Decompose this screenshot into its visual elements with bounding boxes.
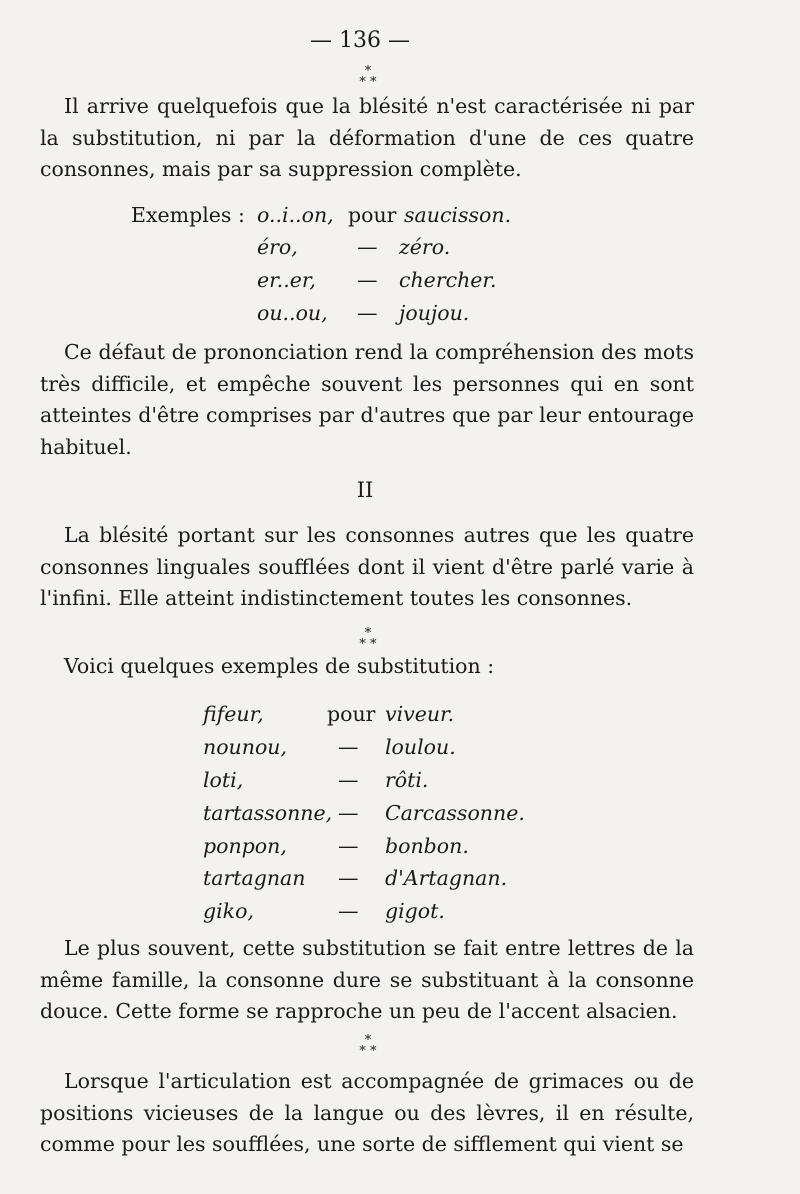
section-dinkus [0, 66, 736, 88]
substitution-separator: — [338, 834, 359, 858]
substitution-separator: pour [327, 702, 376, 726]
dinkus-top: * [364, 626, 372, 641]
substitution-separator: — [338, 768, 359, 792]
substitution-word: tartassonne, [203, 801, 333, 825]
example-separator: — [357, 301, 378, 325]
example-word: er..er, [257, 268, 316, 292]
substitution-word: giko, [203, 899, 254, 923]
paragraph-examples-intro: Voici quelques exemples de substitution : [64, 654, 495, 678]
example-word: ou..ou, [257, 301, 328, 325]
example-target: zéro. [399, 235, 451, 259]
substitution-word: loti, [203, 768, 244, 792]
section-dinkus [0, 628, 736, 650]
dinkus-bottom: * * [359, 1044, 377, 1059]
dinkus-top: * [364, 64, 372, 79]
paragraph-same-family: Le plus souvent, cette substitution se fait entre lettres de la même famille, la consonne dure se substituant à la consonne douce. Cette forme se rapproche un peu de l'accent alsacien. [40, 936, 694, 1023]
substitution-target: rôti. [385, 768, 429, 792]
substitution-target: viveur. [385, 702, 455, 726]
example-word: o..i..on, [257, 203, 334, 227]
example-separator: pour [348, 203, 397, 227]
substitution-target: loulou. [385, 735, 456, 759]
example-target: saucisson. [404, 203, 512, 227]
example-word: éro, [257, 235, 298, 259]
substitution-word: ponpon, [203, 834, 287, 858]
paragraph-grimaces: Lorsque l'articulation est accompagnée de grimaces ou de positions vicieuses de la langue ou des lèvres, il en résulte, comme pour les soufflées, une sorte de sifflement qui vient se [40, 1069, 694, 1156]
dinkus-top: * [364, 1033, 372, 1048]
section-heading: II [356, 478, 374, 502]
example-separator: — [357, 268, 378, 292]
paragraph-suppression: Il arrive quelquefois que la blésité n'est caractérisée ni par la substitution, ni par la déformation d'une de ces quatre consonnes, mais par sa suppression complète. [40, 94, 694, 181]
example-target: joujou. [399, 301, 470, 325]
example-separator: — [357, 235, 378, 259]
substitution-separator: — [338, 866, 359, 890]
section-dinkus [0, 1035, 736, 1057]
substitution-target: Carcassonne. [385, 801, 525, 825]
dinkus-bottom: * * [359, 75, 377, 90]
substitution-target: gigot. [385, 899, 445, 923]
dinkus-bottom: * * [359, 637, 377, 652]
substitution-word: nounou, [203, 735, 288, 759]
substitution-separator: — [338, 899, 359, 923]
paragraph-comprehension: Ce défaut de prononciation rend la compréhension des mots très difficile, et empêche souvent les personnes qui en sont atteintes d'être comprises par d'autres que par leur entourage habituel. [40, 340, 694, 459]
example-target: chercher. [399, 268, 497, 292]
examples-lead: Exemples : [131, 203, 245, 227]
substitution-separator: — [338, 801, 359, 825]
substitution-target: bonbon. [385, 834, 469, 858]
page-number: — 136 — [310, 28, 410, 53]
substitution-word: tartagnan [203, 866, 306, 890]
substitution-target: d'Artagnan. [385, 866, 508, 890]
paragraph-other-consonants: La blésité portant sur les consonnes autres que les quatre consonnes linguales soufflées dont il vient d'être parlé varie à l'infini. Elle atteint indistinctement toutes les consonnes. [40, 523, 694, 610]
substitution-word: fifeur, [203, 702, 264, 726]
substitution-separator: — [338, 735, 359, 759]
